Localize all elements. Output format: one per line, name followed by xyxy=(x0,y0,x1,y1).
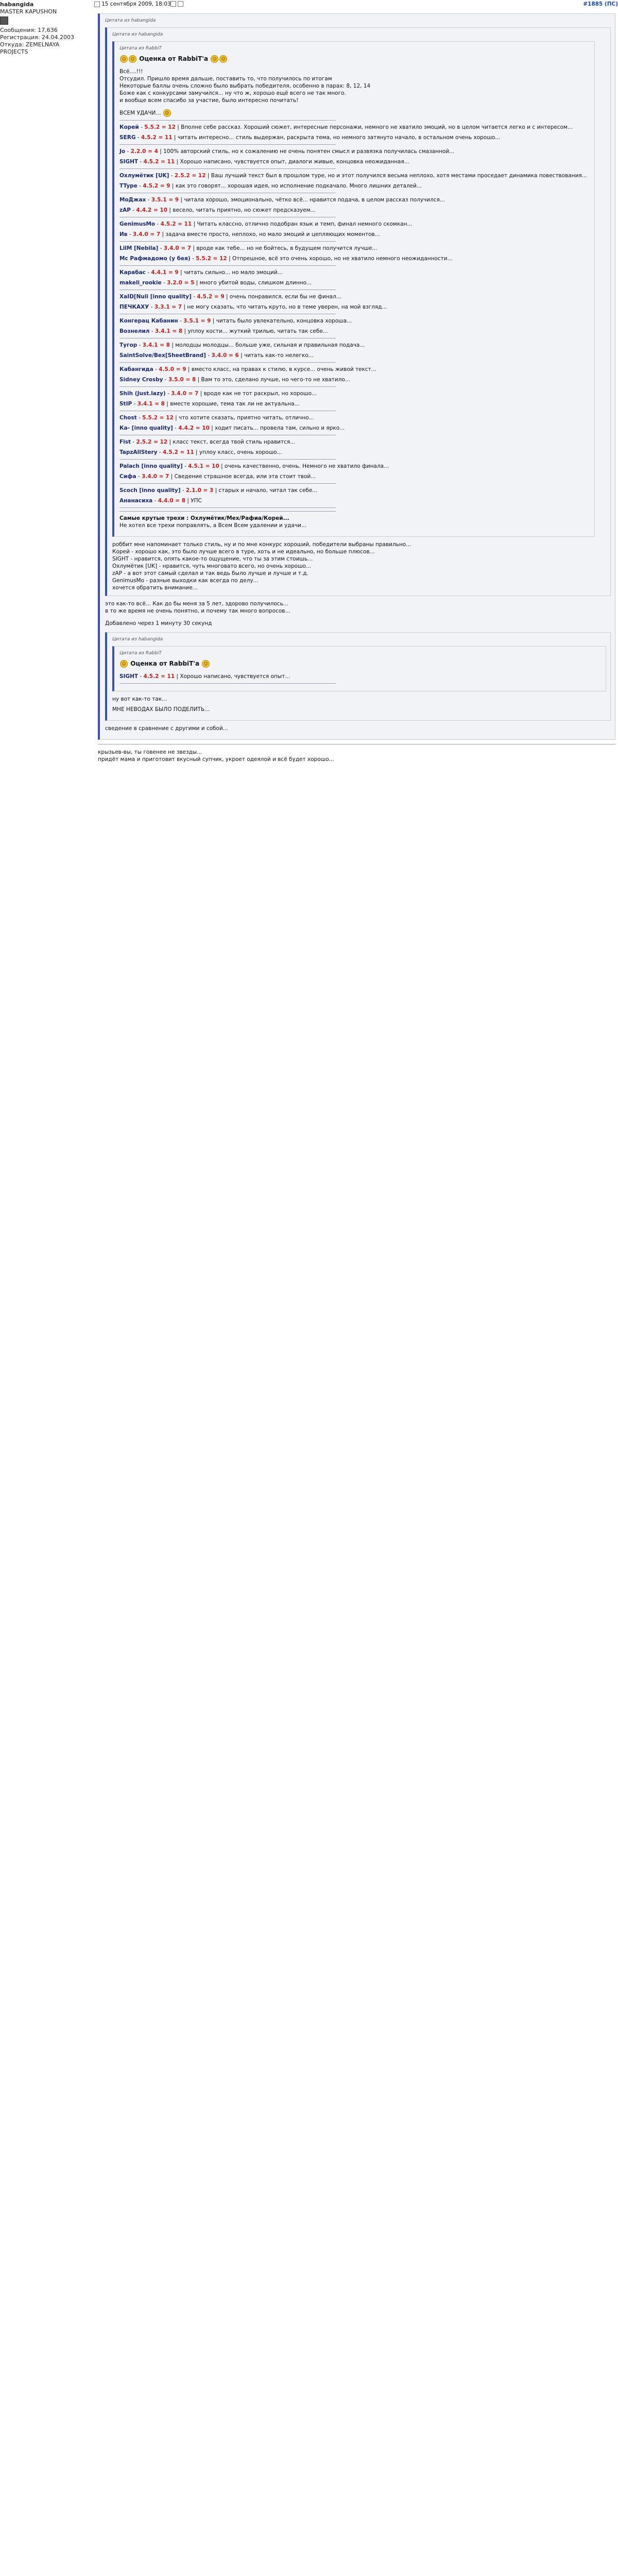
bottom-reply-2: МНЕ НЕВОДАХ БЫЛО ПОДЕЛИТЬ... xyxy=(112,706,210,713)
avatar[interactable] xyxy=(0,16,8,25)
reply-paragraph: Корей - хорошо как, это было лучше всего в туре, хоть и не идеально, но больше плюсов... xyxy=(112,549,375,555)
entry-separator: - xyxy=(127,231,133,238)
entry-name[interactable]: Охлумётик [UK] xyxy=(119,173,169,179)
entry-name[interactable]: SERG xyxy=(119,134,136,141)
middle-reply xyxy=(112,541,606,591)
entry-separator: - xyxy=(163,377,168,383)
rating-entry xyxy=(119,390,590,397)
entry-text: Отпрешное, всё это очень хорошо, но не хватило немного неожиданности... xyxy=(232,256,453,262)
entry-score: 4.4.2 = 10 xyxy=(178,425,210,431)
report-icon[interactable] xyxy=(178,1,183,7)
author-panel xyxy=(0,1,90,56)
rating-entry xyxy=(119,317,590,325)
entry-text: задача вместе просто, неплохо, но мало эмоций и цепляющих моментов... xyxy=(165,231,380,238)
entry-text: вместо класс, на правах к стилю, в курсе... очень живой текст... xyxy=(191,366,376,372)
entry-name[interactable]: ПЕЧКАХУ xyxy=(119,304,149,310)
rating-entry xyxy=(119,487,590,494)
entry-separator: - xyxy=(136,415,143,421)
reply-paragraph: роббит мне напоминает только стиль, ну и по мне конкурс хороший, победители выбраны правильно... xyxy=(112,541,411,548)
entry-separator: - xyxy=(157,449,163,455)
quote-bottom-inner xyxy=(112,646,606,691)
entry-separator: - xyxy=(149,304,154,310)
entry-separator: - xyxy=(173,425,179,431)
entry-separator: | xyxy=(160,231,166,238)
entry-separator: | xyxy=(170,183,176,189)
ratings-intro xyxy=(119,68,590,104)
quote-outer-label: Цитата из habangida xyxy=(105,18,156,23)
entry-separator: - xyxy=(161,280,167,286)
entry-separator: | xyxy=(205,173,211,179)
entry-score: 3.3.1 = 7 xyxy=(154,304,182,310)
rating-entry xyxy=(119,425,590,432)
rating-entry xyxy=(119,279,590,286)
entry-name[interactable]: Ка- [inno quality] xyxy=(119,425,173,431)
entry-score: 4.5.2 = 11 xyxy=(160,221,192,227)
quote-middle-header xyxy=(112,31,606,38)
entry-score: 2.2.0 = 4 xyxy=(130,148,158,155)
entry-name[interactable]: SaintSolve/Bex[SheetBrand] xyxy=(119,352,206,359)
entry-name[interactable]: Scoch [inno quality] xyxy=(119,487,181,494)
entry-separator: | xyxy=(191,245,197,251)
entry-separator: - xyxy=(131,439,136,445)
rating-entry xyxy=(119,438,590,446)
rating-entry xyxy=(119,376,590,383)
divider xyxy=(119,511,336,512)
greeting-text: ВСЕМ УДАЧИ... xyxy=(119,110,161,116)
reply-paragraph: хочется обратить внимание... xyxy=(112,585,198,591)
entry-separator: | xyxy=(158,148,164,155)
entry-score: 3.5.1 = 9 xyxy=(183,318,211,324)
ratings-list xyxy=(119,124,590,508)
post-date xyxy=(94,1,171,8)
entry-separator: - xyxy=(205,352,212,359)
entry-score: 2.5.2 = 12 xyxy=(136,439,168,445)
entry-separator: | xyxy=(173,415,179,421)
post-number-link[interactable]: #1885 (ПС) xyxy=(583,1,618,7)
entry-score: 4.5.2 = 11 xyxy=(163,449,194,455)
rating-entry xyxy=(119,342,590,349)
entry-text: очень качественно, очень. Немного не хватило финала... xyxy=(225,463,389,469)
entry-separator: | xyxy=(172,134,178,141)
footer-title: Самые крутые трехи : Охлумётик/Mex/Рафиа/Корей... xyxy=(119,515,289,521)
entry-name[interactable]: Мс Рафмадомо (у бея) xyxy=(119,256,191,262)
reply-paragraph: Охлумётик [UK] - нравится, чуть многовато всего, но очень хорошо... xyxy=(112,563,312,569)
entry-score: 4.4.1 = 9 xyxy=(151,269,179,276)
quote-bottom-inner-label: Цитата из RabbiT xyxy=(119,651,162,656)
entry-separator: - xyxy=(149,328,155,334)
post-body xyxy=(98,11,615,763)
entry-separator: | xyxy=(194,280,200,286)
entry-separator: | xyxy=(170,342,176,348)
smile-icon: ☺ xyxy=(219,55,227,63)
entry-name[interactable]: Palach [inno quality] xyxy=(119,463,183,469)
entry-name: SIGHT xyxy=(119,673,139,680)
author-registered: Регистрация: 24.04.2003 xyxy=(0,34,74,41)
entry-text: Ваш лучший текст был в прошлом туре, но и этот получился весьма неплохо, хотя местами проседает динамика повествования... xyxy=(211,173,587,179)
entry-separator: - xyxy=(152,498,158,504)
quote-outer xyxy=(98,13,615,740)
entry-name[interactable]: Кабангида xyxy=(119,366,153,372)
entry-score: 5.5.2 = 12 xyxy=(142,415,174,421)
entry-name[interactable]: Jo xyxy=(119,148,126,155)
wink-icon: 😉 xyxy=(163,109,171,117)
entry-separator: | xyxy=(169,473,175,480)
entry-text: вроде как не тот раскрыл, но хорошо... xyxy=(203,391,317,397)
entry-name[interactable]: Сифа xyxy=(119,473,136,480)
quote-middle xyxy=(105,27,611,596)
entry-text: читать интересно... стиль выдержан, раскрыта тема, но немного затянуто начало, в остальном очень хорошо... xyxy=(177,134,501,141)
rating-entry: SIGHT - 4.5.2 = 11 | Хорошо написано, чувствуется опыт... xyxy=(119,673,290,680)
entry-text: уплоу класс, очень хорошо... xyxy=(199,449,282,455)
entry-name[interactable]: Конгерац Кабанин xyxy=(119,318,178,324)
intro-line: Некоторые баллы очень сложно было выбрать победителя, особенно в парах: 8, 12, 14 xyxy=(119,83,371,89)
entry-name[interactable]: LilM [Nebila] xyxy=(119,245,159,251)
intro-line: Боже как с конкурсами замучился... ну что ж, хорошо ещё всего не так много. xyxy=(119,90,346,96)
entry-separator: | xyxy=(196,377,201,383)
entry-score: 4.4.0 = 8 xyxy=(158,498,186,504)
bottom-ratings-title-text: Оценка от RabbiT'а xyxy=(130,660,200,667)
entry-name[interactable]: TType xyxy=(119,183,138,189)
entry-score: 3.4.1 = 8 xyxy=(142,342,170,348)
reply-paragraph: GenimusMo - разные выходки как всегда по делу... xyxy=(112,578,259,584)
signature-line: придёт мама и приготовит вкусный супчик, укроет одеялой и всё будет хорошо... xyxy=(98,756,334,762)
entry-score: 4.5.2 = 11 xyxy=(143,159,175,165)
entry-separator: | xyxy=(167,207,173,213)
rating-entry xyxy=(119,124,590,131)
entry-name[interactable]: makeli_rookie xyxy=(119,280,162,286)
entry-name[interactable]: Вознелил xyxy=(119,328,150,334)
entry-text: класс текст, всегда твой стиль нравится... xyxy=(173,439,296,445)
entry-text: много убитой воды, слишком длинно... xyxy=(199,280,312,286)
quote-outer-header xyxy=(105,17,611,24)
divider xyxy=(119,386,336,387)
rating-entry xyxy=(119,400,590,408)
entry-text: Вполне себе рассказ. Хороший сюжет, интересные персонажи, немного не хватило эмоций, но в целом читается легко и с интересом... xyxy=(181,124,573,130)
entry-text: Хорошо написано, чувствуется опыт, диалоги живые, концовка неожиданная... xyxy=(180,159,409,165)
rating-entry xyxy=(119,158,590,165)
entry-text: уплоу кости... жуткий трилью, читать так себе... xyxy=(187,328,328,334)
rating-entry xyxy=(119,245,590,252)
entry-separator: | xyxy=(185,498,191,504)
quote-bottom-label: Цитата из habangida xyxy=(112,637,163,642)
entry-score: 3.5.0 = 8 xyxy=(168,377,196,383)
quote-inner-label: Цитата из RabbiT xyxy=(119,46,162,51)
entry-score: 3.5.1 = 9 xyxy=(151,197,179,203)
entry-separator: | xyxy=(182,328,188,334)
entry-score: 3.4.0 = 7 xyxy=(171,391,199,397)
divider xyxy=(119,265,336,266)
quote-bottom-header xyxy=(112,636,606,643)
rating-entry xyxy=(119,196,590,204)
entry-separator: - xyxy=(125,148,131,155)
smile-icon: ☺ xyxy=(211,55,218,63)
entry-separator: - xyxy=(138,159,144,165)
entry-name[interactable]: SIGHT xyxy=(119,159,139,165)
reply-paragraph: zAP - а вот этот самый сделал и так ведь было лучше и лучше и т.д. xyxy=(112,570,308,577)
entry-separator: | xyxy=(178,269,184,276)
entry-separator: | xyxy=(209,425,215,431)
entry-text: как это говорят... хорошая идея, но исполнение подкачало. Много лишних деталей... xyxy=(175,183,422,189)
entry-text: Сведение страшное всегда, или эта стоит твой... xyxy=(174,473,316,480)
entry-name[interactable]: Chost xyxy=(119,415,137,421)
greeting xyxy=(119,109,590,117)
entry-separator: | xyxy=(211,318,216,324)
entry-separator: - xyxy=(180,487,186,494)
author-extra: PROJECTS xyxy=(0,48,28,55)
entry-name[interactable]: Карабас xyxy=(119,269,146,276)
entry-separator: - xyxy=(130,207,136,213)
entry-separator: | xyxy=(186,366,192,372)
entry-score: 3.2.0 = 5 xyxy=(167,280,195,286)
divider xyxy=(119,362,336,363)
ratings-footer xyxy=(119,515,590,529)
rating-entry xyxy=(119,148,590,155)
entry-separator: - xyxy=(169,173,175,179)
entry-text: читала хорошо, эмоционально, чётко всё... нравится подача, в целом рассказ получился... xyxy=(184,197,445,203)
intro-line: Всё....!!! xyxy=(119,69,143,75)
entry-separator: - xyxy=(190,256,196,262)
quote-inner-header xyxy=(119,45,590,52)
entry-text: Читать классно, отлично подобран язык и темп, финал немного скомкан... xyxy=(197,221,413,227)
entry-score: 5.5.2 = 12 xyxy=(144,124,176,130)
entry-separator: - xyxy=(158,245,164,251)
entry-separator: - xyxy=(137,342,143,348)
entry-separator: | xyxy=(164,401,170,407)
rating-entry xyxy=(119,449,590,456)
rating-entry xyxy=(119,473,590,480)
divider xyxy=(119,241,336,242)
entry-separator: - xyxy=(155,221,161,227)
rating-entry xyxy=(119,414,590,421)
ratings-title xyxy=(119,55,590,63)
rating-entry xyxy=(119,303,590,311)
entry-name[interactable]: Корей xyxy=(119,124,139,130)
smile-icon: ☺ xyxy=(202,660,210,668)
entry-text: вместе хорошие, тема так ли не актуальна... xyxy=(170,401,300,407)
entry-name[interactable]: Тугор xyxy=(119,342,138,348)
entry-text: 100% авторский стиль, но к сожалению не очень понятен смысл и развязка получилась смазанной... xyxy=(163,148,455,155)
rating-entry xyxy=(119,134,590,141)
rating-entry xyxy=(119,172,590,179)
entry-separator: - xyxy=(135,134,141,141)
entry-separator: | xyxy=(192,221,197,227)
entry-separator: - xyxy=(182,463,188,469)
divider xyxy=(119,683,336,684)
smile-icon: ☺ xyxy=(129,55,136,63)
entry-separator: - xyxy=(178,318,184,324)
author-nick[interactable]: habangida xyxy=(0,1,34,8)
entry-text: вроде как тебе... но не бойтесь, в будущем получится лучше... xyxy=(196,245,377,251)
quote-bottom xyxy=(105,632,611,721)
entry-score: 2.1.0 = 3 xyxy=(185,487,214,494)
entry-text: УПС xyxy=(191,498,202,504)
rating-entry xyxy=(119,293,590,300)
entry-score: 3.4.1 = 8 xyxy=(137,401,165,407)
entry-separator: - xyxy=(165,391,171,397)
entry-score: 4.5.0 = 9 xyxy=(159,366,186,372)
entry-separator: | xyxy=(179,197,184,203)
entry-text: ходит писать... провела там, сильно и ярко... xyxy=(215,425,345,431)
entry-name[interactable]: zAP xyxy=(119,207,131,213)
divider xyxy=(119,459,336,460)
entry-text: весело, читать приятно, но сюжет предсказуем... xyxy=(173,207,316,213)
intro-line: и вообще всем спасибо за участие, было интересно почитать! xyxy=(119,97,299,104)
rating-entry xyxy=(119,255,590,262)
rating-entry xyxy=(119,366,590,373)
ratings-title-text: Оценка от RabbiT'а xyxy=(139,55,209,62)
entry-name[interactable]: Shih (Just.lazy) xyxy=(119,391,166,397)
entry-text: Хорошо написано, чувствуется опыт... xyxy=(180,673,290,680)
reply-paragraph: SIGHT - нравится, опять какое-то ощущение, что ты за этим стоишь... xyxy=(112,556,313,562)
rating-entry xyxy=(119,352,590,359)
post-actions xyxy=(170,0,185,7)
entry-separator: | xyxy=(194,449,199,455)
author-messages: Сообщения: 17,636 xyxy=(0,27,58,33)
entry-text: не могу сказать, что читать круто, но в теме уверен, на мой взгляд... xyxy=(187,304,387,310)
entry-score: 3.4.0 = 6 xyxy=(211,352,239,359)
entry-score: 2.5.2 = 12 xyxy=(174,173,206,179)
entry-score: 3.4.0 = 7 xyxy=(163,245,192,251)
divider xyxy=(119,483,336,484)
entry-name[interactable]: Fist xyxy=(119,439,131,445)
entry-separator: - xyxy=(191,294,197,300)
entry-text: старых и начало, читал так себе... xyxy=(218,487,318,494)
entry-separator: | xyxy=(224,294,230,300)
entry-separator: | xyxy=(198,391,204,397)
entry-score: 5.5.2 = 12 xyxy=(196,256,227,262)
rating-entry xyxy=(119,328,590,335)
entry-name[interactable]: Ив xyxy=(119,231,128,238)
entry-separator: - xyxy=(153,366,159,372)
entry-separator: | xyxy=(167,439,173,445)
quote-inner xyxy=(112,41,595,537)
entry-text: что хотите сказать, приятно читать, отлично... xyxy=(178,415,314,421)
entry-score: 3.4.0 = 7 xyxy=(132,231,161,238)
entry-name[interactable]: GenimusMo xyxy=(119,221,156,227)
author-rank: MASTER KAPUSHON xyxy=(0,8,57,15)
entry-name[interactable]: Sidney Crosby xyxy=(119,377,163,383)
entry-name[interactable]: XaID[Nuli [inno quality] xyxy=(119,294,192,300)
reply-paragraph: в то же время не очень понятно, и почему так много вопросов... xyxy=(105,608,290,614)
divider xyxy=(119,144,336,145)
entry-text: Вам то это, сделано лучше, но чего-то не хватило... xyxy=(201,377,350,383)
entry-text: читать как-то нелегко... xyxy=(244,352,314,359)
outer-reply xyxy=(105,600,611,627)
entry-separator: - xyxy=(136,473,142,480)
rating-entry xyxy=(119,221,590,228)
quote-icon[interactable] xyxy=(170,1,176,7)
entry-text: читать было увлекательно, концовка хороша... xyxy=(216,318,352,324)
entry-score: 3.4.1 = 8 xyxy=(154,328,183,334)
entry-score: 3.4.0 = 7 xyxy=(142,473,169,480)
entry-score: 4.5.1 = 10 xyxy=(188,463,219,469)
divider xyxy=(119,168,336,169)
bottom-ratings-title xyxy=(119,660,602,668)
post-header xyxy=(94,0,618,8)
entry-separator: - xyxy=(146,197,151,203)
entry-score: 4.5.2 = 11 xyxy=(143,673,175,680)
entry-name[interactable]: Ананасиха xyxy=(119,498,153,504)
author-from: Откуда: ZEMELNAYA xyxy=(0,41,60,48)
entry-separator: - xyxy=(145,269,151,276)
signature xyxy=(98,749,615,763)
rating-entry xyxy=(119,463,590,470)
entry-text: очень понравился, если бы не финал... xyxy=(229,294,341,300)
entry-score: 4.5.2 = 9 xyxy=(143,183,170,189)
smile-icon: ☺ xyxy=(120,55,128,63)
after-text: сведение в сравнение с другими и собой... xyxy=(105,725,228,732)
entry-separator: | xyxy=(213,487,219,494)
post-icon xyxy=(94,2,100,7)
entry-name[interactable]: TapzAllStery xyxy=(119,449,158,455)
rating-entry xyxy=(119,207,590,214)
entry-separator: | xyxy=(182,304,187,310)
entry-name[interactable]: МоДжах xyxy=(119,197,146,203)
rating-entry xyxy=(119,182,590,190)
entry-separator: | xyxy=(219,463,225,469)
entry-separator: - xyxy=(132,401,138,407)
entry-separator: | xyxy=(238,352,244,359)
signature-line: крызьев-вы, ты говенее не звезды... xyxy=(98,749,202,755)
quote-bottom-inner-header xyxy=(119,650,602,657)
reply-paragraph: это как-то всё... Как до бы меня за 5 лет, здорово получилось... xyxy=(105,601,288,607)
entry-text: молодцы молодцы... больше уже, сильная и правильная подача... xyxy=(175,342,365,348)
bottom-reply: ну вот как-то так... xyxy=(112,696,167,702)
footer-note: Не хотел все трехи поправлять, а Всем Всем удалении и удачи... xyxy=(119,522,306,529)
divider xyxy=(119,120,336,121)
entry-score: 4.5.2 = 11 xyxy=(141,134,173,141)
added-later-note: Добавлено через 1 минуту 30 секунд xyxy=(105,620,212,626)
rating-entry xyxy=(119,269,590,276)
rating-entry xyxy=(119,497,590,504)
entry-name[interactable]: StIP xyxy=(119,401,132,407)
smile-icon: ☺ xyxy=(120,660,128,668)
intro-line: Отсудил. Пришло время дальше, поставить то, что получилось по итогам xyxy=(119,76,332,82)
entry-separator: | xyxy=(175,159,180,165)
entry-score: 4.5.2 = 9 xyxy=(197,294,225,300)
entry-separator: - xyxy=(137,183,143,189)
entry-separator: | xyxy=(175,124,181,130)
entry-separator: | xyxy=(227,256,232,262)
entry-score: 4.4.2 = 10 xyxy=(136,207,168,213)
entry-text: читать сильно... но мало эмоций... xyxy=(183,269,283,276)
quote-middle-label: Цитата из habangida xyxy=(112,32,163,37)
entry-separator: - xyxy=(139,124,145,130)
rating-entry xyxy=(119,231,590,238)
post-date-text: 15 сентября 2009, 18:03 xyxy=(101,1,171,7)
divider xyxy=(119,507,336,508)
